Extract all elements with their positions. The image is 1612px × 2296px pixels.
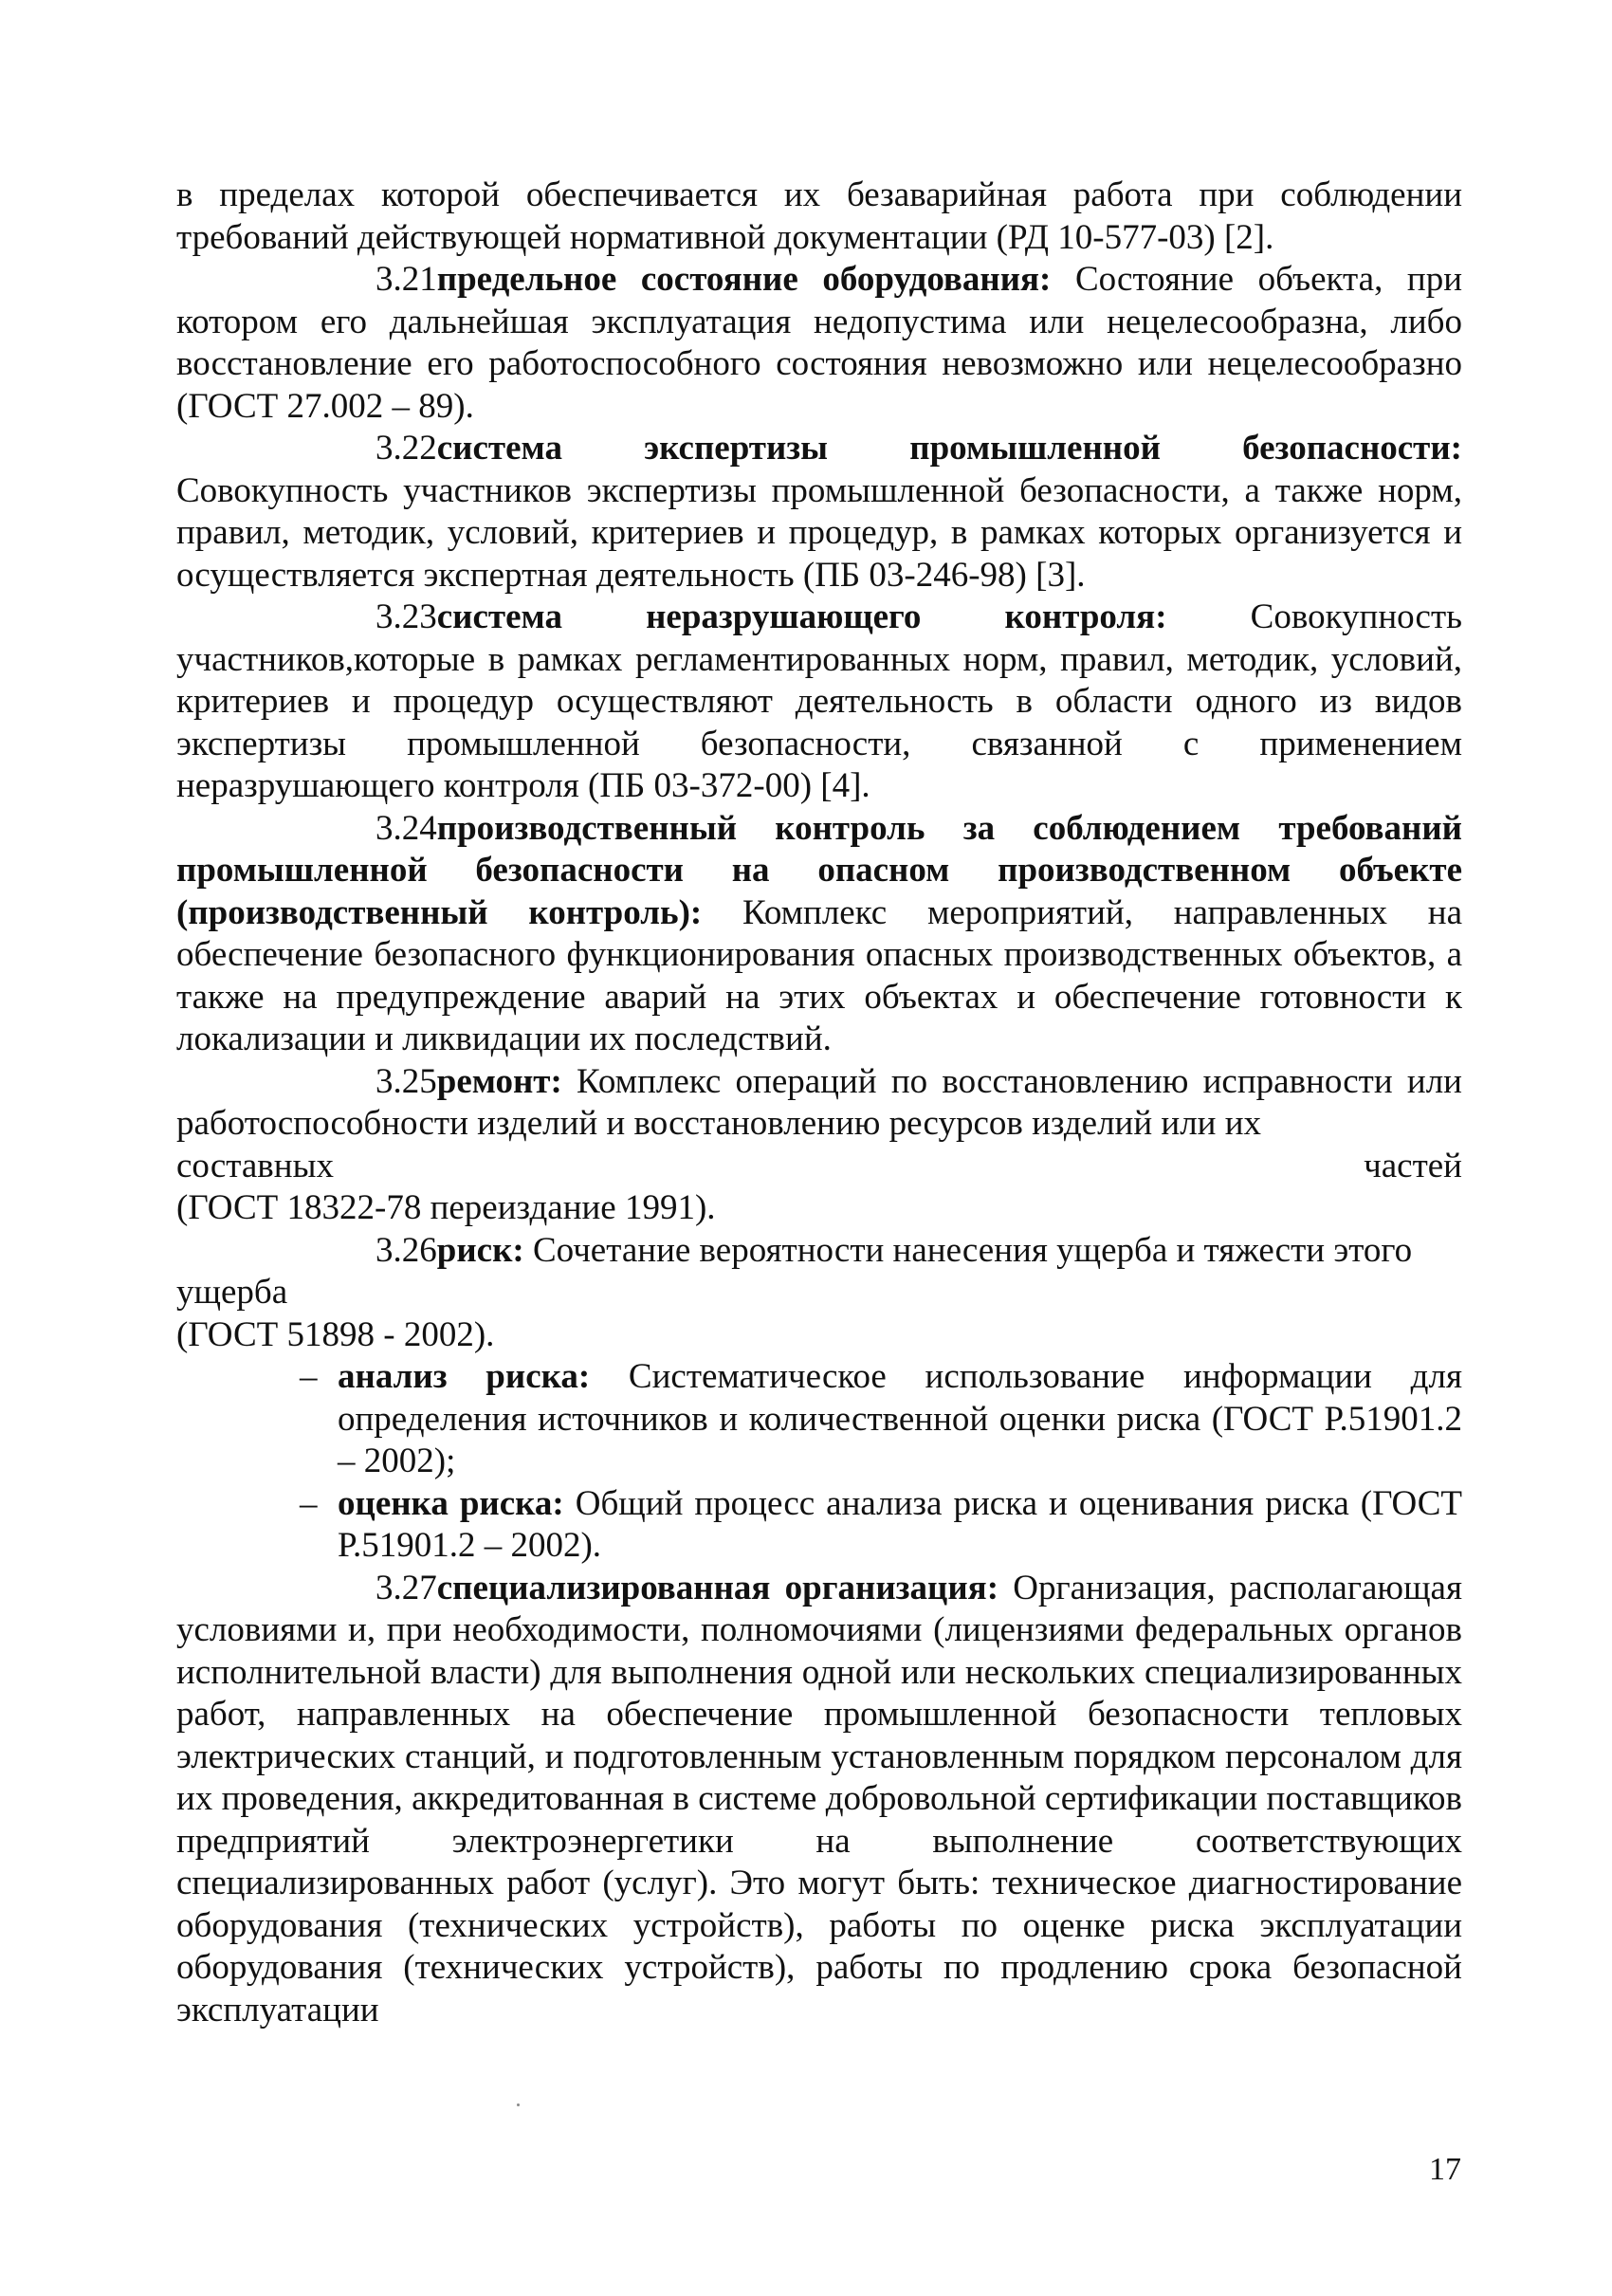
definition-text: Состояние объекта, при котором его дальнейшая эксплуатация недопустима или нецелесообразна, либо восстановление его работоспособного состояния невозможно или нецелесообразно (ГОСТ 27.002 – 89). bbox=[176, 260, 1462, 426]
definition-3-25-line bbox=[176, 1146, 1462, 1188]
definition-3-25 bbox=[176, 1061, 1462, 1230]
page-body bbox=[176, 174, 1462, 2031]
definition-3-26 bbox=[176, 1230, 1462, 1568]
term-heading: специализированная организация: bbox=[436, 1568, 999, 1607]
risk-subitems bbox=[176, 1356, 1462, 1568]
definition-3-22 bbox=[176, 428, 1462, 597]
term-heading: предельное состояние оборудования: bbox=[436, 260, 1052, 299]
definition-3-27 bbox=[176, 1568, 1462, 2032]
term-heading: система неразрушающего контроля: bbox=[436, 597, 1167, 636]
definition-3-26-main bbox=[176, 1230, 1462, 1273]
term-heading: риск: bbox=[436, 1230, 524, 1270]
definition-text: Комплекс мероприятий, направленных на обеспечение безопасного функционирования опасных производственных объектов, а также на предупреждение аварий на этих объектах и обеспечение готовности к локализации и ликвидации их последствий. bbox=[176, 892, 1462, 1058]
list-item bbox=[176, 1356, 1462, 1483]
page-number: 17 bbox=[1429, 2152, 1461, 2187]
definition-3-24 bbox=[176, 808, 1462, 1061]
list-item bbox=[176, 1483, 1462, 1568]
definition-text: Организация, располагающая условиями и, при необходимости, полномочиями (лицензиями федеральных органов исполнительной власти) для выполнения одной или нескольких специализированных работ, направленных на обеспечение промышленной безопасности тепловых электрических станций, и подготовленным установленным порядком персоналом для их проведения, аккредитованная в системе добровольной сертификации поставщиков предприятий электроэнергетики на выполнение соответствующих специализированных работ (услуг). Это могут быть: техническое диагностирование оборудования (технических устройств), работы по оценке риска эксплуатации оборудования (технических устройств), работы по продлению срока безопасной эксплуатации bbox=[176, 1568, 1462, 2030]
line-right-word: частей bbox=[1364, 1146, 1462, 1185]
clause-number: 3.25 bbox=[376, 1061, 437, 1101]
term-heading: ремонт: bbox=[436, 1061, 562, 1101]
definition-3-23 bbox=[176, 597, 1462, 808]
definition-continuation: ущерба bbox=[176, 1273, 288, 1312]
term-heading: производственный контроль за соблюдением требований промышленной безопасности на опасном производственном объекте (производственный контроль): bbox=[176, 808, 1462, 932]
clause-number: 3.21 bbox=[376, 260, 437, 299]
dash-marker: – bbox=[300, 1357, 318, 1396]
clause-number: 3.23 bbox=[376, 597, 437, 636]
scan-speck bbox=[517, 2103, 520, 2106]
definition-text: Сочетание вероятности нанесения ущерба и тяжести этого bbox=[523, 1230, 1413, 1270]
line-left-word: составных bbox=[176, 1146, 334, 1185]
definition-text: Общий процесс анализа риска и оценивания риска (ГОСТ Р.51901.2 – 2002). bbox=[338, 1483, 1463, 1565]
term-heading: оценка риска: bbox=[338, 1483, 564, 1523]
definition-3-21 bbox=[176, 259, 1462, 428]
term-heading: анализ риска: bbox=[338, 1357, 591, 1396]
definition-3-25-main bbox=[176, 1061, 1462, 1146]
intro-paragraph: в пределах которой обеспечивается их безаварийная работа при соблюдении требований действующей нормативной документации (РД 10-577-03) [2]. bbox=[176, 175, 1462, 257]
definition-text: Совокупность участников экспертизы промышленной безопасности, а также норм, правил, методик, условий, критериев и процедур, в рамках которых организуется и осуществляется экспертная деятельность (ПБ 03-246-98) [3]. bbox=[176, 470, 1462, 595]
source-reference: (ГОСТ 51898 - 2002). bbox=[176, 1314, 495, 1354]
clause-number: 3.27 bbox=[376, 1568, 437, 1607]
definition-text: Систематическое использование информации для определения источников и количественной оценки риска (ГОСТ Р.51901.2 – 2002); bbox=[338, 1357, 1462, 1480]
term-heading: система экспертизы промышленной безопасности: bbox=[436, 429, 1462, 468]
source-reference: (ГОСТ 18322-78 переиздание 1991). bbox=[176, 1188, 716, 1227]
clause-number: 3.26 bbox=[376, 1230, 437, 1270]
definition-text: Комплекс операций по восстановлению исправности или работоспособности изделий и восстановлению ресурсов изделий или их bbox=[176, 1061, 1462, 1143]
dash-marker: – bbox=[300, 1483, 318, 1523]
definition-text: Совокупность участников,которые в рамках регламентированных норм, правил, методик, условий, критериев и процедур осуществляют деятельность в области одного из видов экспертизы промышленной безопасности, связанной с применением неразрушающего контроля (ПБ 03-372-00) [4]. bbox=[176, 597, 1463, 805]
clause-number: 3.24 bbox=[376, 808, 437, 848]
clause-number: 3.22 bbox=[376, 429, 437, 468]
